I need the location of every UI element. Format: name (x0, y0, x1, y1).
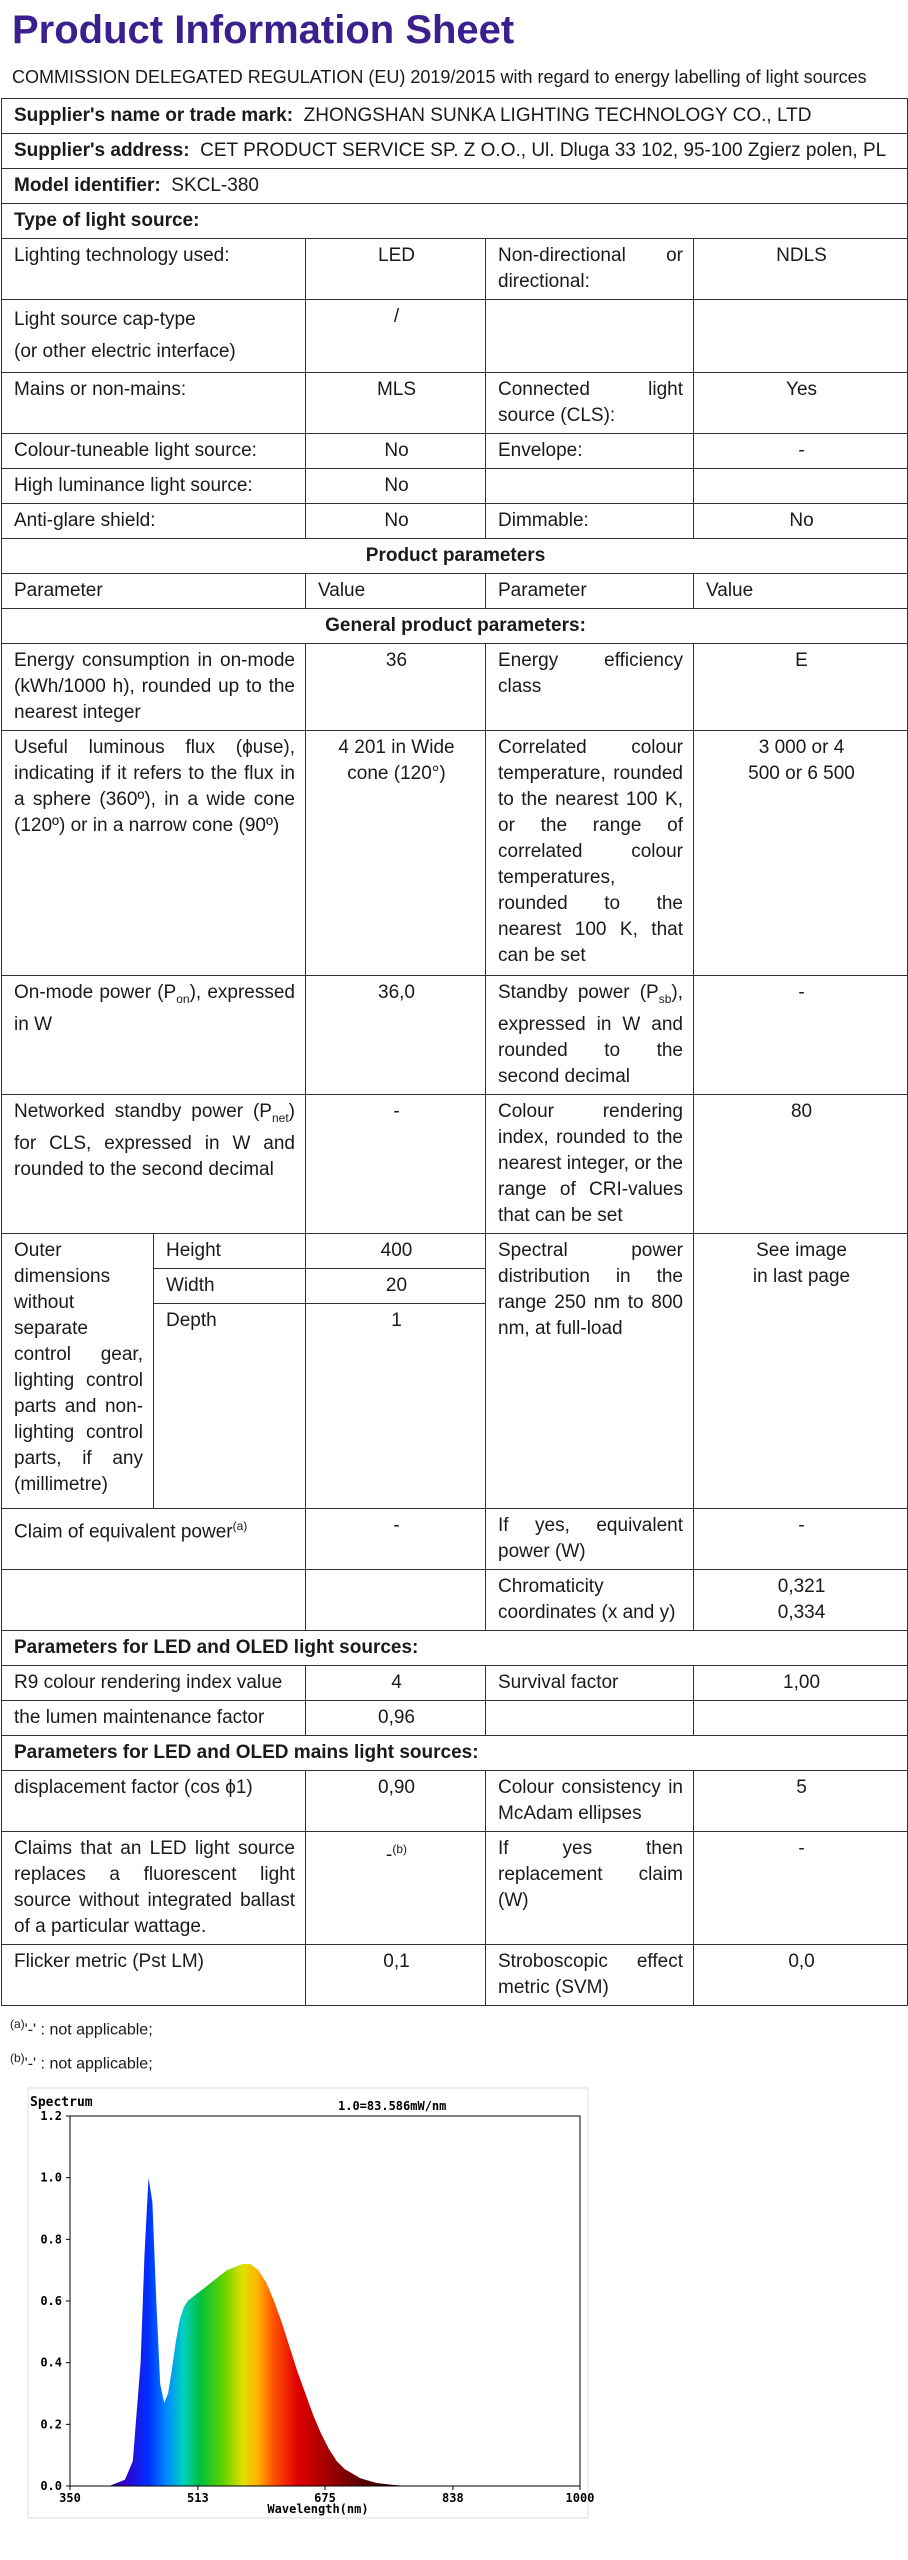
product-parameters-heading-row (2, 539, 908, 574)
colour-consistency-label: Colour consistency in McAdam ellipses (486, 1770, 694, 1831)
empty-cell (486, 1700, 694, 1735)
high-luminance-row (2, 469, 908, 504)
luminous-flux-value: 4 201 in Wide cone (120°) (306, 731, 486, 976)
survival-label: Survival factor (486, 1665, 694, 1700)
on-mode-power-value: 36,0 (306, 976, 486, 1095)
equivalent-power-row (2, 1508, 908, 1569)
networked-standby-row (2, 1094, 908, 1233)
led-mains-heading: Parameters for LED and OLED mains light sources: (2, 1735, 908, 1770)
height-value: 400 (306, 1233, 486, 1268)
replacement-claim-label: If yes then replacement claim (W) (486, 1831, 694, 1944)
anti-glare-label: Anti-glare shield: (2, 504, 306, 539)
displacement-label: displacement factor (cos ϕ1) (2, 1770, 306, 1831)
height-label: Height (154, 1233, 306, 1268)
empty-cell (2, 1569, 306, 1630)
x-tick-label: 838 (442, 2491, 464, 2505)
supplier-address-label: Supplier's address: (14, 140, 190, 161)
lighting-technology-label: Lighting technology used: (2, 239, 306, 300)
flicker-value: 0,1 (306, 1944, 486, 2005)
x-axis-label: Wavelength(nm) (267, 2502, 369, 2516)
footnote-b-text: '-' : not applicable; (24, 2055, 153, 2073)
lighting-technology-row (2, 239, 908, 300)
led-heading: Parameters for LED and OLED light sources: (2, 1630, 908, 1665)
footnote-b (10, 2044, 898, 2078)
chromaticity-row (2, 1569, 908, 1630)
colour-tuneable-value: No (306, 434, 486, 469)
on-mode-power-row (2, 976, 908, 1095)
width-label: Width (154, 1268, 306, 1303)
directional-value: NDLS (694, 239, 908, 300)
lumen-maintenance-label: the lumen maintenance factor (2, 1700, 306, 1735)
fluorescent-claim-value (306, 1831, 486, 1944)
depth-value: 1 (306, 1303, 486, 1508)
empty-cell (486, 300, 694, 373)
chromaticity-y: 0,334 (777, 1601, 826, 1623)
product-parameters-heading: Product parameters (2, 539, 908, 574)
spectrum-chart (28, 2088, 595, 2518)
displacement-row (2, 1770, 908, 1831)
supplier-name: ZHONGSHAN SUNKA LIGHTING TECHNOLOGY CO., LTD (303, 105, 812, 126)
r9-row (2, 1665, 908, 1700)
column-header-row (2, 574, 908, 609)
chart-scale-note: 1.0=83.586mW/nm (338, 2099, 447, 2113)
lumen-maintenance-row (2, 1700, 908, 1735)
dimmable-value: No (694, 504, 908, 539)
displacement-value: 0,90 (306, 1770, 486, 1831)
product-table (1, 98, 908, 2006)
mains-value: MLS (306, 373, 486, 434)
y-tick-label: 0.4 (40, 2355, 62, 2370)
y-tick-label: 1.2 (40, 2109, 62, 2123)
equiv-power-claim-value: - (306, 1508, 486, 1569)
survival-value: 1,00 (694, 1665, 908, 1700)
empty-cell (306, 1569, 486, 1630)
height-row (2, 1233, 908, 1268)
x-tick-label: 350 (59, 2491, 81, 2505)
general-parameters-heading-row (2, 609, 908, 644)
mains-row (2, 373, 908, 434)
outer-dimensions-label: Outer dimensions without separate control gear, lighting control parts and non-lighting control parts, if any (millimetre) (2, 1233, 154, 1508)
cap-type-label-2: (or other electric interface) (14, 341, 236, 362)
flicker-label: Flicker metric (Pst LM) (2, 1944, 306, 2005)
x-tick-label: 675 (314, 2491, 336, 2505)
x-tick-label: 513 (187, 2491, 209, 2505)
envelope-value: - (694, 434, 908, 469)
model-row (2, 169, 908, 204)
equiv-power-label: If yes, equivalent power (W) (486, 1508, 694, 1569)
cap-type-label-1: Light source cap-type (14, 309, 196, 330)
general-parameters-heading: General product parameters: (2, 609, 908, 644)
flicker-row (2, 1944, 908, 2005)
model-identifier: SKCL-380 (171, 175, 259, 196)
spectral-value-line-2: in last page (752, 1265, 851, 1287)
on-mode-power-subscript: on (176, 991, 190, 1006)
connected-value: Yes (694, 373, 908, 434)
col-parameter-header: Parameter (2, 574, 306, 609)
equiv-power-value: - (694, 1508, 908, 1569)
anti-glare-row (2, 504, 908, 539)
empty-cell (486, 469, 694, 504)
fluorescent-claim-dash: - (386, 1844, 393, 1866)
footnote-b-marker: (b) (392, 1841, 407, 1856)
led-mains-heading-row (2, 1735, 908, 1770)
supplier-address: CET PRODUCT SERVICE SP. Z O.O., Ul. Dluga 33 102, 95-100 Zgierz polen, PL (200, 140, 887, 161)
dimmable-label: Dimmable: (486, 504, 694, 539)
fluorescent-claim-row (2, 1831, 908, 1944)
equiv-power-claim-label (2, 1508, 306, 1569)
col-value-header: Value (306, 574, 486, 609)
y-tick-label: 0.0 (40, 2479, 62, 2493)
replacement-claim-value: - (694, 1831, 908, 1944)
on-mode-power-label (2, 976, 306, 1095)
footnote-a-marker: (a) (232, 1518, 248, 1533)
col-value-header-2: Value (694, 574, 908, 609)
type-heading: Type of light source: (2, 204, 908, 239)
directional-label: Non-directional or directional: (486, 239, 694, 300)
on-mode-power-label-text-2: ), expressed in W (14, 982, 295, 1035)
networked-standby-value: - (306, 1094, 486, 1233)
width-value: 20 (306, 1268, 486, 1303)
empty-cell (694, 469, 908, 504)
colour-tuneable-row (2, 434, 908, 469)
equiv-power-claim-text: Claim of equivalent power (14, 1521, 233, 1543)
r9-label: R9 colour rendering index value (2, 1665, 306, 1700)
stroboscopic-value: 0,0 (694, 1944, 908, 2005)
empty-cell (694, 1700, 908, 1735)
x-tick-label: 1000 (565, 2491, 595, 2505)
high-luminance-value: No (306, 469, 486, 504)
supplier-name-row (2, 99, 908, 134)
footnote-b-mark: (b) (10, 2051, 25, 2066)
energy-consumption-value: 36 (306, 644, 486, 731)
anti-glare-value: No (306, 504, 486, 539)
y-tick-label: 0.8 (40, 2232, 62, 2247)
energy-consumption-row (2, 644, 908, 731)
y-tick-label: 0.6 (40, 2294, 62, 2308)
cct-label: Correlated colour temperature, rounded to the nearest 100 K, or the range of correlated colour temperatures, rounded to the nearest 100 K, that can be set (486, 731, 694, 976)
spectral-value-line-1: See image (756, 1239, 847, 1261)
luminous-flux-row (2, 731, 908, 976)
standby-power-label (486, 976, 694, 1095)
lighting-technology-value: LED (306, 239, 486, 300)
cap-type-row (2, 300, 908, 373)
led-heading-row (2, 1630, 908, 1665)
standby-power-label-text: Standby power (P (498, 982, 659, 1003)
connected-label: Connected light source (CLS): (486, 373, 694, 434)
standby-power-subscript: sb (658, 991, 672, 1006)
depth-label: Depth (154, 1303, 306, 1508)
fluorescent-claim-label: Claims that an LED light source replaces a fluorescent light source without integrated ballast of a particular wattage. (2, 1831, 306, 1944)
empty-cell (694, 300, 908, 373)
efficiency-class-value: E (694, 644, 908, 731)
supplier-name-label: Supplier's name or trade mark: (14, 105, 294, 126)
colour-tuneable-label: Colour-tuneable light source: (2, 434, 306, 469)
networked-standby-label (2, 1094, 306, 1233)
footnote-a-text: '-' : not applicable; (24, 2021, 153, 2039)
spectral-label: Spectral power distribution in the range 250 nm to 800 nm, at full-load (486, 1233, 694, 1508)
networked-standby-subscript: net (271, 1110, 289, 1125)
model-label: Model identifier: (14, 175, 161, 196)
colour-consistency-value: 5 (694, 1770, 908, 1831)
footnote-a-mark: (a) (10, 2016, 25, 2031)
standby-power-value: - (694, 976, 908, 1095)
y-tick-label: 0.2 (40, 2417, 62, 2432)
on-mode-power-label-text: On-mode power (P (14, 982, 177, 1003)
envelope-label: Envelope: (486, 434, 694, 469)
y-tick-label: 1.0 (40, 2170, 62, 2185)
cct-value-line-2: 500 or 6 500 (748, 763, 855, 784)
cct-value-line-1: 3 000 or 4 (758, 737, 845, 758)
supplier-address-row (2, 134, 908, 169)
chromaticity-label: Chromaticity coordinates (x and y) (486, 1569, 694, 1630)
cri-value: 80 (694, 1094, 908, 1233)
networked-standby-label-text: Networked standby power (P (14, 1100, 272, 1122)
r9-value: 4 (306, 1665, 486, 1700)
col-parameter-header-2: Parameter (486, 574, 694, 609)
stroboscopic-label: Stroboscopic effect metric (SVM) (486, 1944, 694, 2005)
efficiency-class-label: Energy efficiency class (486, 644, 694, 731)
regulation-text: COMMISSION DELEGATED REGULATION (EU) 2019/2015 with regard to energy labelling of light sources (12, 67, 867, 87)
high-luminance-label: High luminance light source: (2, 469, 306, 504)
chart-title: Spectrum (30, 2095, 93, 2110)
lumen-maintenance-value: 0,96 (306, 1700, 486, 1735)
page-title: Product Information Sheet (12, 8, 515, 52)
cap-type-value: / (306, 300, 486, 373)
chromaticity-x: 0,321 (777, 1575, 826, 1597)
footnotes (0, 2006, 908, 2083)
luminous-flux-label: Useful luminous flux (ϕuse), indicating if it refers to the flux in a sphere (360º), in a wide cone (120º) or in a narrow cone (90º) (2, 731, 306, 976)
mains-label: Mains or non-mains: (2, 373, 306, 434)
networked-standby-label-text-2: ) for CLS, expressed in W and rounded to the second decimal (14, 1100, 295, 1180)
type-heading-row (2, 204, 908, 239)
energy-consumption-label: Energy consumption in on-mode (kWh/1000 h), rounded up to the nearest integer (2, 644, 306, 731)
footnote-a (10, 2010, 898, 2044)
cri-label: Colour rendering index, rounded to the nearest integer, or the range of CRI-values that can be set (486, 1094, 694, 1233)
standby-power-label-text-2: ), expressed in W and rounded to the second decimal (498, 982, 683, 1087)
